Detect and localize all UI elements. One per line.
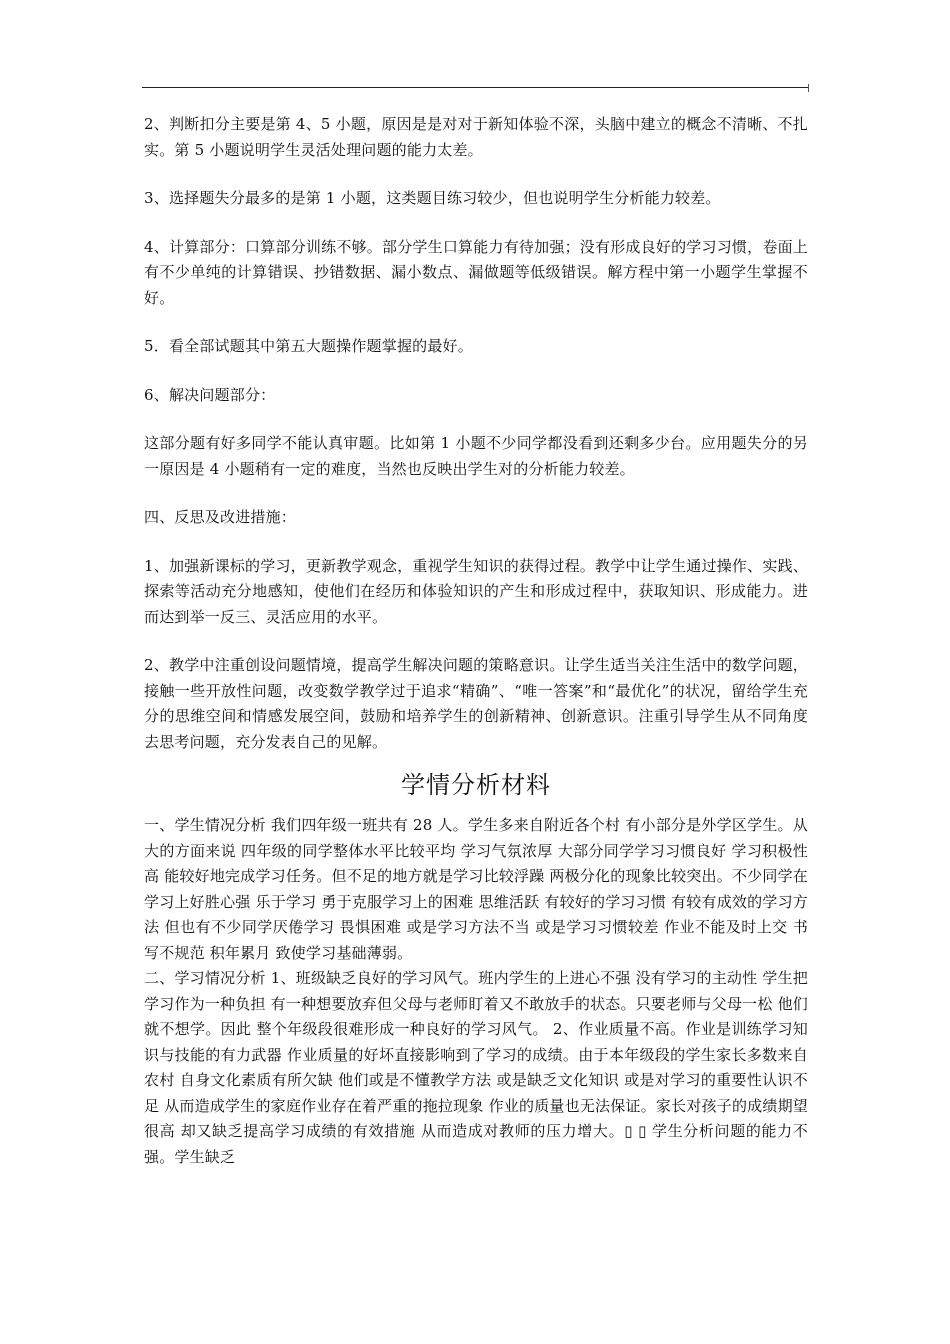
document-title: 学情分析材料	[401, 771, 551, 799]
paragraph-student-analysis: 一、学生情况分析 我们四年级一班共有 28 人。学生多来自附近各个村 有小部分是外学区学生。从大的方面来说 四年级的同学整体水平比较平均 学习气氛浓厚 大部分同学学习习惯良好 学习积极性高 能较好地完成学习任务。但不足的地方就是学习比较浮躁 两极分化的现象比较突出。不少同学在学习上好胜心强 乐于学习 勇于克服学习上的困难 思维活跃 有较好的学习习惯 有较有成效的学习方法 但也有不少同学厌倦学习 畏惧困难 或是学习方法不当 或是学习习惯较差 作业不能及时上交 书写不规范 积年累月 致使学习基础薄弱。	[144, 816, 808, 962]
header-rule-end-mark	[808, 84, 809, 92]
section-heading-reflection: 四、反思及改进措施：	[144, 508, 297, 526]
paragraph-improvement-1: 1、加强新课标的学习，更新教学观念，重视学生知识的获得过程。教学中让学生通过操作、实践、探索等活动充分地感知，使他们在经历和体验知识的产生和形成过程中，获取知识、形成能力。进而达到举一反三、灵活应用的水平。	[144, 556, 808, 626]
paragraph-judgment-deduction: 2、判断扣分主要是第 4、5 小题，原因是是对对于新知体验不深，头脑中建立的概念不清晰、不扎实。第 5 小题说明学生灵活处理问题的能力太差。	[144, 115, 808, 159]
paragraph-improvement-2: 2、教学中注重创设问题情境，提高学生解决问题的策略意识。让学生适当关注生活中的数学问题，接触一些开放性问题，改变数学教学过于追求“精确”、“唯一答案”和“最优化”的状况，留给学生充分的思维空间和情感发展空间，鼓励和培养学生的创新精神、创新意识。注重引导学生从不同角度去思考问题，充分发表自己的见解。	[144, 656, 808, 751]
header-rule	[142, 87, 808, 88]
paragraph-learning-analysis: 二、学习情况分析 1、班级缺乏良好的学习风气。班内学生的上进心不强 没有学习的主动性 学生把学习作为一种负担 有一种想要放弃但父母与老师盯着又不敢放手的状态。只要老师与父母一松 他们就不想学。因此 整个年级段很难形成一种良好的学习风气。 2、作业质量不高。作业是训练学习知识与技能的有力武器 作业质量的好坏直接影响到了学习的成绩。由于本年级段的学生家长多数来自农村 自身文化素质有所欠缺 他们或是不懂教学方法 或是缺乏文化知识 或是对学习的重要性认识不足 从而造成学生的家庭作业存在着严重的拖拉现象 作业的质量也无法保证。家长对孩子的成绩期望很高 却又缺乏提高学习成绩的有效措施 从而造成对教师的压力增大。▯ ▯ 学生分析问题的能力不强。学生缺乏	[144, 969, 808, 1166]
document-body	[144, 112, 808, 1170]
paragraph-calculation: 4、计算部分：口算部分训练不够。部分学生口算能力有待加强；没有形成良好的学习习惯，卷面上有不少单纯的计算错误、抄错数据、漏小数点、漏做题等低级错误。解方程中第一小题学生掌握不好。	[144, 237, 808, 307]
paragraph-operation-questions: 5．看全部试题其中第五大题操作题掌握的最好。	[144, 337, 473, 355]
paragraph-choice-questions: 3、选择题失分最多的是第 1 小题，这类题目练习较少，但也说明学生分析能力较差。	[144, 189, 721, 207]
paragraph-problem-solving-detail: 这部分题有好多同学不能认真审题。比如第 1 小题不少同学都没看到还剩多少台。应用题失分的另一原因是 4 小题稍有一定的难度，当然也反映出学生对的分析能力较差。	[144, 434, 808, 478]
paragraph-problem-solving-heading: 6、解决问题部分：	[144, 385, 276, 404]
